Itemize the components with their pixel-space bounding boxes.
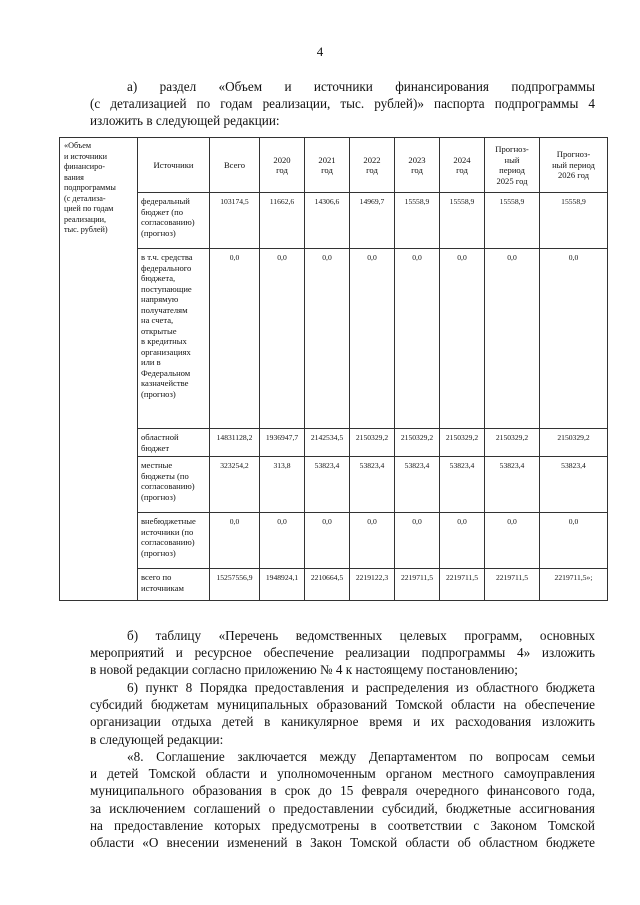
- source-line: или в: [141, 357, 161, 367]
- header-year-line: ный период: [552, 159, 595, 170]
- header-year: [305, 138, 350, 193]
- header-year-line: год: [321, 165, 333, 175]
- value-cell: 2219711,5»;: [540, 569, 608, 601]
- value-cell: 2142534,5: [305, 429, 350, 457]
- header-year-line: год: [276, 165, 288, 175]
- source-line: бюджет (по: [141, 206, 184, 217]
- row-label-line: тыс. рублей): [64, 225, 108, 234]
- source-cell: [138, 457, 210, 513]
- header-year-line: год: [411, 165, 423, 175]
- table-row: [60, 569, 608, 601]
- source-line: в кредитных: [141, 336, 187, 346]
- source-cell: [138, 249, 210, 429]
- value-cell: 0,0: [485, 513, 540, 569]
- header-year-line: Прогноз-: [556, 149, 591, 160]
- source-line: согласованию): [141, 217, 195, 227]
- source-line: получателям: [141, 304, 188, 315]
- paragraph-line: на предоставление которых предусмотрены в соответствии с Законом Томской: [90, 817, 595, 833]
- value-cell: 0,0: [350, 513, 395, 569]
- row-label-line: цией по годам: [64, 204, 114, 213]
- table-row: [60, 249, 608, 429]
- header-year-line: 2020: [273, 154, 291, 165]
- header-year-line: год: [366, 165, 378, 175]
- source-line: согласованию): [141, 537, 195, 547]
- source-cell: [138, 193, 210, 249]
- header-year-line: период: [499, 165, 525, 175]
- source-line: (прогноз): [141, 491, 176, 502]
- value-cell: 0,0: [395, 513, 440, 569]
- value-cell: 0,0: [540, 249, 608, 429]
- source-line: (прогноз): [141, 388, 176, 399]
- source-cell: [138, 429, 210, 457]
- financing-table: [59, 137, 608, 601]
- header-year-line: 2021: [318, 154, 336, 165]
- source-line: бюджеты (по: [141, 470, 189, 481]
- value-cell: 14306,6: [305, 193, 350, 249]
- value-cell: 313,8: [260, 457, 305, 513]
- value-cell: 0,0: [210, 513, 260, 569]
- value-cell: 15558,9: [395, 193, 440, 249]
- value-cell: 0,0: [395, 249, 440, 429]
- paragraph-line: в следующей редакции:: [90, 731, 224, 747]
- source-cell: [138, 513, 210, 569]
- header-year-line: 2023: [408, 154, 426, 165]
- value-cell: 15558,9: [440, 193, 485, 249]
- source-line: федерального: [141, 262, 192, 273]
- intro-paragraph: [90, 78, 595, 130]
- value-cell: 2219711,5: [485, 569, 540, 601]
- source-line: местные: [141, 460, 173, 470]
- header-year-line: 2024: [453, 154, 471, 165]
- value-cell: 0,0: [260, 249, 305, 429]
- table-row: [60, 457, 608, 513]
- value-cell: 14831128,2: [210, 429, 260, 457]
- table-row: [60, 513, 608, 569]
- value-cell: 14969,7: [350, 193, 395, 249]
- source-line: в т.ч. средства: [141, 252, 193, 262]
- paragraph-line: 6) пункт 8 Порядка предоставления и распределения из областного бюджета: [127, 680, 595, 695]
- paragraph-line: б) таблицу «Перечень ведомственных целевых программ, основных: [127, 628, 595, 643]
- value-cell: 0,0: [210, 249, 260, 429]
- paragraph-line: субсидий бюджетам муниципальных образований Томской области на обеспечение: [90, 697, 595, 713]
- header-year: [485, 138, 540, 193]
- value-cell: 15257556,9: [210, 569, 260, 601]
- value-cell: 0,0: [260, 513, 305, 569]
- paragraph-line: в новой редакции согласно приложению № 4 к настоящему постановлению;: [90, 662, 518, 678]
- source-line: источникам: [141, 582, 184, 593]
- value-cell: 15558,9: [540, 193, 608, 249]
- value-cell: 0,0: [485, 249, 540, 429]
- header-year: [395, 138, 440, 193]
- value-cell: 0,0: [540, 513, 608, 569]
- source-cell: [138, 569, 210, 601]
- intro-line: (с детализацией по годам реализации, тыс. рублей)» паспорта подпрограммы 4: [90, 96, 595, 112]
- paragraph-line: области «О внесении изменений в Закон Томской области об областном бюджете: [90, 835, 595, 851]
- source-line: бюджет: [141, 442, 170, 453]
- source-line: внебюджетные: [141, 516, 196, 526]
- source-line: открытые: [141, 325, 177, 336]
- table-row: [60, 193, 608, 249]
- header-year: [260, 138, 305, 193]
- value-cell: 53823,4: [540, 457, 608, 513]
- header-year: [540, 138, 608, 193]
- header-year-line: 2026 год: [557, 170, 590, 181]
- value-cell: 0,0: [350, 249, 395, 429]
- table-row: [60, 429, 608, 457]
- value-cell: 2210664,5: [305, 569, 350, 601]
- source-line: федеральный: [141, 196, 190, 206]
- value-cell: 2150329,2: [350, 429, 395, 457]
- header-year: [440, 138, 485, 193]
- value-cell: 53823,4: [350, 457, 395, 513]
- paragraph-b: [90, 627, 595, 679]
- paragraph-8: [90, 748, 595, 851]
- row-label-line: реализации,: [64, 214, 107, 224]
- source-line: бюджета,: [141, 273, 176, 283]
- value-cell: 2150329,2: [440, 429, 485, 457]
- source-line: областной: [141, 432, 179, 442]
- row-label-line: финансиро-: [64, 162, 106, 171]
- value-cell: 53823,4: [305, 457, 350, 513]
- value-cell: 2219122,3: [350, 569, 395, 601]
- value-cell: 2150329,2: [485, 429, 540, 457]
- value-cell: 0,0: [305, 513, 350, 569]
- source-line: (прогноз): [141, 547, 176, 558]
- paragraph-line: «8. Соглашение заключается между Департаментом по вопросам семьи: [127, 749, 595, 764]
- source-line: Федеральном: [141, 367, 191, 378]
- value-cell: 53823,4: [440, 457, 485, 513]
- header-year-line: Прогноз-: [495, 144, 529, 154]
- intro-line: изложить в следующей редакции:: [90, 113, 280, 129]
- source-line: согласованию): [141, 481, 195, 491]
- value-cell: 2150329,2: [540, 429, 608, 457]
- paragraph-line: и детей Томской области и уполномоченным органом местного самоуправления: [90, 766, 595, 782]
- header-total: Всего: [210, 138, 260, 193]
- source-line: источники (по: [141, 526, 194, 537]
- paragraph-line: мероприятий и ресурсное обеспечение реализации подпрограммы 4» изложить: [90, 645, 595, 661]
- value-cell: 323254,2: [210, 457, 260, 513]
- paragraph-line: за исключением соглашений о предоставлении субсидий, бюджетные ассигнования: [90, 800, 595, 816]
- row-label-line: подпрограммы: [64, 183, 116, 192]
- value-cell: 1948924,1: [260, 569, 305, 601]
- header-year: [350, 138, 395, 193]
- row-label-line: вания: [64, 172, 84, 182]
- value-cell: 2219711,5: [440, 569, 485, 601]
- value-cell: 53823,4: [485, 457, 540, 513]
- value-cell: 0,0: [305, 249, 350, 429]
- header-year-line: 2025 год: [496, 175, 528, 186]
- row-label-cell: [60, 138, 138, 601]
- source-line: всего по: [141, 572, 172, 582]
- row-label-line: и источники: [64, 151, 108, 161]
- intro-line: а) раздел «Объем и источники финансирования подпрограммы: [127, 79, 595, 94]
- header-source: Источники: [138, 138, 210, 193]
- source-line: (прогноз): [141, 227, 176, 238]
- value-cell: 103174,5: [210, 193, 260, 249]
- header-year-line: 2022: [363, 154, 381, 165]
- value-cell: 0,0: [440, 513, 485, 569]
- value-cell: 1936947,7: [260, 429, 305, 457]
- value-cell: 2150329,2: [395, 429, 440, 457]
- source-line: напрямую: [141, 294, 179, 304]
- table-header-row: [60, 138, 608, 193]
- paragraph-line: муниципального образования в срок до 15 февраля очередного финансового года,: [90, 783, 595, 799]
- header-year-line: ный: [504, 154, 520, 165]
- paragraph-line: организации отдыха детей в каникулярное время и их расходования изложить: [90, 714, 595, 730]
- paragraph-6: [90, 679, 595, 748]
- source-line: организациях: [141, 346, 191, 357]
- value-cell: 2219711,5: [395, 569, 440, 601]
- value-cell: 0,0: [440, 249, 485, 429]
- source-line: на счета,: [141, 315, 174, 325]
- value-cell: 15558,9: [485, 193, 540, 249]
- value-cell: 11662,6: [260, 193, 305, 249]
- page-number: 4: [316, 44, 324, 59]
- value-cell: 53823,4: [395, 457, 440, 513]
- header-year-line: год: [456, 165, 468, 175]
- row-label-line: «Объем: [64, 141, 92, 150]
- row-label-line: (с детализа-: [64, 193, 106, 203]
- source-line: поступающие: [141, 283, 192, 294]
- source-line: казначействе: [141, 378, 189, 388]
